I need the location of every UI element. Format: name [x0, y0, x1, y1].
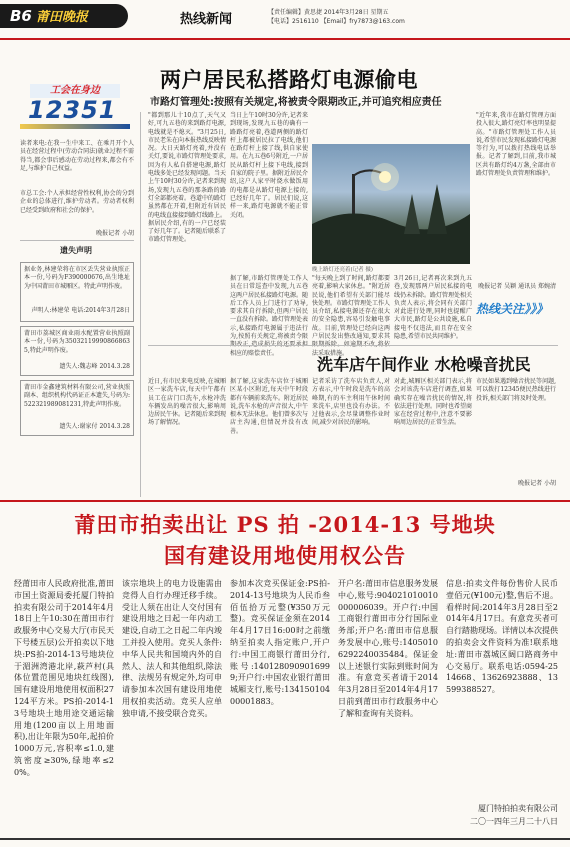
second-story-col-2: 据了解,这家洗车店位于城厢区某小区附近,每天中午时段都有车辆前来洗车。附近居民说,洗车水枪的声音很大,中午根本无法休息。他们曾多次与店主沟通,但情况并没有改善。 — [230, 378, 309, 435]
lost-notice-3-sign: 遗失人:谢家付 2014.3.28 — [59, 423, 130, 430]
hotline-banner: 热线关注》》》 — [476, 302, 549, 316]
street-lamp-photo — [312, 144, 470, 264]
second-story-signature: 晚报记者 小胡 — [518, 480, 556, 487]
lost-notice-1 — [20, 262, 134, 322]
qa-answer: 市总工会:个人承担经营性权利,协会的分到企业的总体进行,维护劳动者。劳动者权利已经受到政府和社会的保护。 — [20, 190, 134, 214]
auction-issuer: 厦门特拍拍卖有限公司 — [478, 804, 558, 813]
lost-notice-title: 遗失声明 — [60, 246, 92, 255]
section-title: 热线新闻 — [180, 12, 233, 27]
auction-title-line-1: 莆田市拍卖出让 PS 拍 -2014-13 号地块 — [74, 512, 496, 537]
lost-notice-1-sign: 声明人:林建荣 电话:2014年3月28日 — [31, 307, 130, 314]
lost-notice-3-text: 莆田市金鑫建筑材料有限公司,营业执照副本、组织机构代码证正本遗失,号码为:522321989081231,特此声明作废。 — [24, 384, 130, 408]
second-story-col-4: 对此,城厢区相关部门表示,将会对该洗车店进行调查,如果确实存在噪音扰民的情况,将依法进行处理。同时也希望商家在经营过程中,注意不要影响周边居民的正常生活。 — [394, 378, 473, 427]
auction-col-2: 该宗地块上的电力设施需由竞得人自行办理迁移手续。受让人须在出让人交付国有建设用地之日起一年内动工建设,自动工之日起二年内竣工并投入使用。竞买人条件:中华人民共和国境内外的自然人、法人和其他组织,除法律、法规另有规定外,均可申请参加本次国有建设用地使用权拍卖活动。竞买人应单独申请,不接受联合竞买。 — [122, 579, 222, 718]
lost-notice-1-text: 据业务,林建荣将在市区丢失营业执照正本一份,号码为F390000676,出生地址为中国莆田市城厢区。特此声明作废。 — [24, 266, 130, 290]
photo-caption: 晚上路灯还亮着(记者 摄) — [312, 267, 374, 273]
union-logo — [20, 84, 130, 134]
auction-col-3: 参加本次竞买保证金:PS拍-2014-13号地块为人民币叁佰伍拾万元整(¥350万元整)。竞买保证金须在2014年4月17日16:00时之前缴纳至拍卖人指定账户,开户行:中国工商银行莆田分行,账号:1401280909016999;开户行:中国农业银行莆田城厢支行,账号:13415010400001883。 — [230, 579, 330, 706]
auction-title-line-2: 国有建设用地使用权公告 — [164, 543, 406, 568]
contact-line: 【电话】2516110 【Email】fry7873@163.com — [268, 18, 405, 25]
main-story-col-3: 据了解,市路灯管理处工作人员在日常巡查中发现,九五巷这两户居民私接路灯电源。随后工作人员上门进行了劝导,要求其自行拆除,但两户居民一直没有拆除。路灯管理处表示,私接路灯电源属于违法行为,按照有关规定,将被责令限 相应的赔偿责任。 — [230, 275, 309, 357]
divider — [20, 240, 134, 241]
main-subhead: 市路灯管理处:按照有关规定,将被责令限期改正,并可追究相应责任 — [150, 97, 442, 108]
auction-top-rule — [0, 500, 570, 502]
second-headline: 洗车店午间作业 水枪噪音扰民 — [317, 355, 531, 374]
second-story-col-5: 市民如果遇到噪音扰民等问题,可以拨打12345便民热线进行投诉,相关部门将及时处理。 — [476, 378, 556, 402]
qa-question: 读者来电:在我一生中来工、在乘月开个人员在经营过程中(劳动合同法)就业过程不需得当,都会事后感动在劳动过程来,都会有不足,与维护自己权益。 — [20, 140, 134, 172]
logo-stripe — [20, 124, 130, 129]
logo-tagline: 工会在身边 — [30, 84, 120, 98]
paper-name: 莆田晚报 — [35, 10, 88, 25]
divider — [148, 345, 558, 346]
auction-col-4: 开户名:莆田市信息服务发展中心,账号:904021010010000006039。开户行:中国工商银行莆田市分行国际业务部;开户名:莆田市信息服务发展中心,账号:14050106292240035484。保证金以上述银行实际到账时间为准。有意竞买者请于2014年3月28日至2014年4月17日前到莆田市行政服务中心了解和查询有关资料。 — [338, 579, 438, 718]
auction-col-1: 经莆田市人民政府批准,莆田市国土资源局委托厦门特拍拍卖有限公司于2014年4月18日上午10:30在莆田市行政服务中心交易大厅(市民天下号楼五层)公开拍卖以下地块:PS拍-2014-13号地块位于湄洲湾港北岸,萩芦村(具体位置范围见地块红线图),国有建设用地使用权面积27124平方米。PS拍-2014-13号地块土地用途交通运输用地(1200亩以上用地面积),出让年限为50年,起拍价1000万元,容积率≤1.0,建筑密度≥30%,绿地率≤20%。 — [14, 579, 114, 777]
main-story-col-5: 3月26日,记者再次来到九五巷,发现那两户居民私接的电线仍未拆除。路灯管理处相关负责人表示,将会同有关部门对此进行处理,同时也提醒广大市民,路灯是公共设施,私自接电不仅违法,而且存在安全隐患,希望市民共同维护。 — [394, 275, 473, 341]
footer-rule — [0, 838, 570, 840]
lost-notice-3 — [20, 380, 134, 436]
page-badge — [0, 4, 128, 28]
main-story-col-4: "每天晚上到了时间,路灯都要亮着,影响大家休息。"附近居民说,他们希望有关部门能尽快处理。市路灯管理处工作人员介绍,私接电源还存在很大的安全隐患,容易引发触电事故。目前,管理处已经向这两户居民发出整改通知,要求其 法采取措施。 — [312, 275, 391, 357]
column-divider — [140, 112, 141, 497]
main-story-col-1: "都到那儿十10点了,天气又好,可九五巷的来到路灯电源,电线就是不熄灭。"3月25日,市民老朱在向本报热线反映情况。大日天路灯亮着,并没有关灯,要说,市路灯管理处要求,因为有人私自搭建电源,路灯电线多处已经发现问题。当天上午10时30分许,记者来到现场,发现九五巷的那条路的路灯全部都亮着。巷道中的路灯虽然都在开着,但附近有居民的电线直接接到路灯线路上。据居民介绍,有的一户已经装了好几年了。记者随后联系了市路灯管理处。 — [148, 112, 227, 244]
editor-line: 【责任编辑】黄思捷 2014年3月28日 星期五 — [268, 9, 389, 16]
auction-date: 二〇一四年三月二十八日 — [470, 817, 558, 826]
page-number: B6 — [10, 7, 32, 25]
auction-col-5: 信息:拍卖文件每份售价人民币壹佰元(¥100元)整,售后不退。看样时间:2014年3月28日至2014年4月17日。有意竞买者可自行踏勘现场。详情以本次提供的拍卖会文件资料为准!联系地址:莆田市荔城区阔口路商务中心交易厅。联系电话:0594-2514668、13626923888、13599388527。 — [446, 579, 558, 695]
lost-notice-2-text: 莆田市荔城区商业雨水配置营业执照副本一份,号码为350321199908668635,特此声明作废。 — [24, 330, 130, 354]
second-story-col-3: 记者采访了洗车店负责人,对方表示,中午时段是洗车的高峰期,有的车主利用午休时间来洗车,店里也没有办法。不过他表示,会尽量调整作业时间,减少对居民的影响。 — [312, 378, 390, 427]
header-rule — [0, 38, 570, 40]
main-story-signature: 晚报记者 吴颖 通讯员 郑婉清 — [478, 283, 556, 290]
lost-notice-2 — [20, 326, 134, 376]
photo-illustration — [312, 144, 470, 264]
lost-notice-2-sign: 遗失人:魏志峰 2014.3.28 — [59, 363, 130, 370]
qa-signature: 晚报记者 小胡 — [96, 230, 134, 237]
page-header — [0, 0, 570, 40]
main-story-col-6: "近年来,我市在路灯管理方面投入很大,路灯亮灯率也明显提高。"市路灯管理处工作人员说,希望市民发现私接路灯电源等行为,可以拨打热线电话举报。记者了解到,目前,我市城区共有路灯约4万盏,全部由市路灯管理处负责管理和维护。 — [476, 112, 556, 178]
main-story-col-2: 当日上午10时30分许,记者来到现场,发现九五巷的确有一路路灯亮着,巷道两侧的路灯杆上都被居民拉了电线,他们在路灯杆上接了线,供自家使用。在九五巷6号附近,一户居民从路灯杆上接下电线,接到自家的院子里。据附近居民介绍,这户人家平时烧水做饭用的电都是从路灯电源上接的,已经好几年了。居民们说,这样一来,路灯电源就不能正常关闭。 — [230, 112, 309, 219]
header-info — [268, 8, 405, 26]
main-headline: 两户居民私搭路灯电源偷电 — [160, 68, 418, 92]
logo-number: 12351 — [28, 96, 117, 124]
second-story-col-1: 近日,有市民来电反映,在城厢区一家洗车店,每天中午都有员工在店门口洗车,水枪冲洗车辆发出的噪音很大,影响周边居民午休。记者随后来到现场了解情况。 — [148, 378, 227, 427]
